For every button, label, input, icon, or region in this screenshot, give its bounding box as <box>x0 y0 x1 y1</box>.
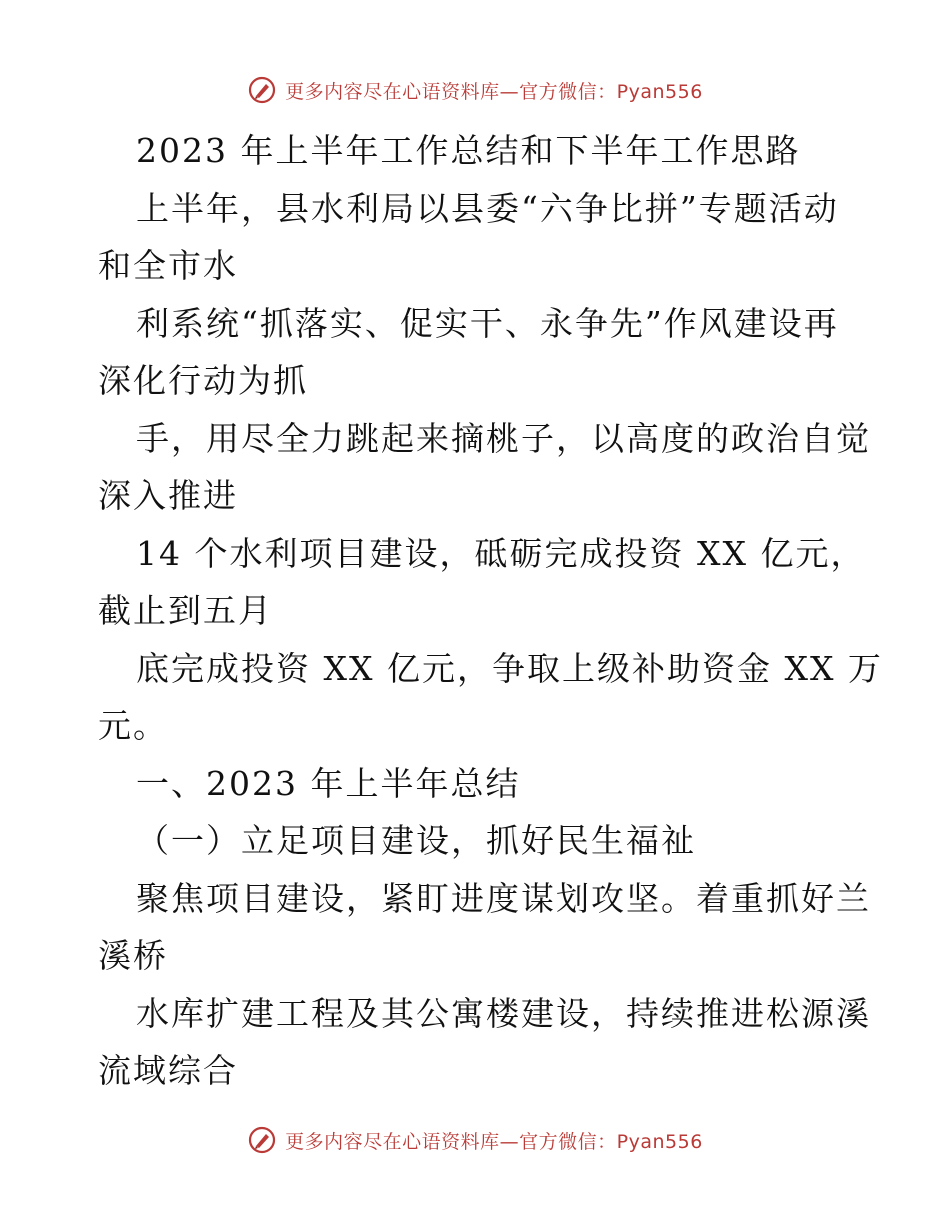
text-line: （一）立足项目建设，抓好民生福祉 <box>136 821 696 860</box>
watermark-text: 更多内容尽在心语资料库—官方微信：Pyan556 <box>285 80 703 103</box>
text-line: 14 个水利项目建设，砥砺完成投资 XX 亿元， <box>136 533 866 573</box>
text-line: 深化行动为抓 <box>98 361 308 400</box>
text-line: 一、2023 年上半年总结 <box>136 763 521 803</box>
text-line: 手，用尽全力跳起来摘桃子，以高度的政治自觉 <box>136 418 871 458</box>
text-line: 上半年，县水利局以县委“六争比拼”专题活动 <box>136 188 839 228</box>
document-body <box>98 122 883 1100</box>
pen-logo-icon <box>247 1125 277 1155</box>
text-line: 水库扩建工程及其公寓楼建设，持续推进松源溪 <box>136 993 871 1033</box>
text-line: 溪桥 <box>98 936 168 975</box>
watermark-text: 更多内容尽在心语资料库—官方微信：Pyan556 <box>285 1130 703 1153</box>
pen-logo-icon <box>247 75 277 105</box>
footer-watermark <box>0 1120 950 1160</box>
text-line: 2023 年上半年工作总结和下半年工作思路 <box>136 131 801 170</box>
header-watermark <box>0 70 950 110</box>
text-line: 元。 <box>98 706 168 745</box>
text-line: 利系统“抓落实、促实干、永争先”作风建设再 <box>136 303 839 343</box>
text-line: 和全市水 <box>98 246 238 285</box>
text-line: 流域综合 <box>98 1051 238 1090</box>
text-line: 聚焦项目建设，紧盯进度谋划攻坚。着重抓好兰 <box>136 878 871 918</box>
text-line: 截止到五月 <box>98 591 273 630</box>
text-line: 深入推进 <box>98 476 238 515</box>
text-line: 底完成投资 XX 亿元，争取上级补助资金 XX 万 <box>136 648 883 688</box>
